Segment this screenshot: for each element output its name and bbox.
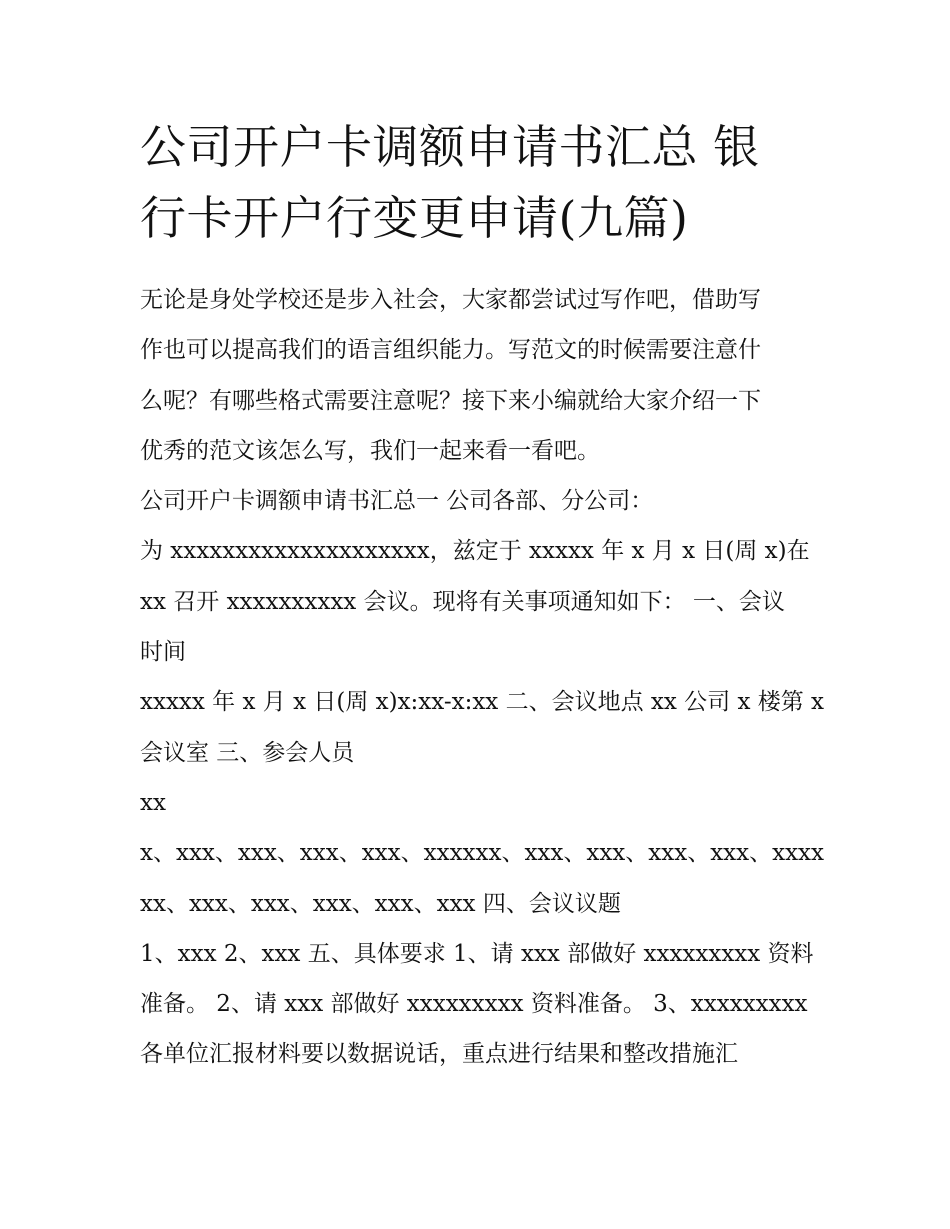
body-line: 优秀的范文该怎么写，我们一起来看一看吧。: [140, 437, 600, 464]
document-body: [140, 275, 830, 1080]
body-line: xx、xxx、xxx、xxx、xxx、xxx 四、会议议题: [140, 890, 621, 917]
body-line: xx: [140, 789, 166, 816]
body-line: 公司开户卡调额申请书汇总一 公司各部、分公司：: [140, 488, 654, 515]
title-line-1: 公司开户卡调额申请书汇总 银: [140, 120, 760, 174]
body-line: 无论是身处学校还是步入社会，大家都尝试过写作吧，借助写: [140, 287, 761, 313]
title-line-2: 行卡开户行变更申请(九篇): [140, 191, 689, 245]
body-line: x、xxx、xxx、xxx、xxx、xxxxxx、xxx、xxx、xxx、xxx、xxxx: [140, 840, 824, 867]
body-line: 时间: [140, 639, 186, 666]
body-line: 么呢？有哪些格式需要注意呢？接下来小编就给大家介绍一下: [140, 387, 761, 414]
body-line: 1、xxx 2、xxx 五、具体要求 1、请 xxx 部做好 xxxxxxxxx 资料: [140, 940, 814, 967]
body-line: xx 召开 xxxxxxxxxx 会议。现将有关事项通知如下： 一、会议: [140, 588, 785, 615]
body-line: 准备。 2、请 xxx 部做好 xxxxxxxxx 资料准备。 3、xxxxxxxxx: [140, 991, 808, 1018]
body-line: 各单位汇报材料要以数据说话，重点进行结果和整改措施汇: [140, 1041, 738, 1068]
body-line: 为 xxxxxxxxxxxxxxxxxxxx，兹定于 xxxxx 年 x 月 x 日(周 x)在: [140, 538, 810, 565]
document-title: [140, 112, 820, 254]
body-line: xxxxx 年 x 月 x 日(周 x)x:xx-x:xx 二、会议地点 xx 公司 x 楼第 x: [140, 689, 825, 716]
body-line: 会议室 三、参会人员: [140, 739, 355, 766]
body-line: 作也可以提高我们的语言组织能力。写范文的时候需要注意什: [140, 337, 761, 364]
